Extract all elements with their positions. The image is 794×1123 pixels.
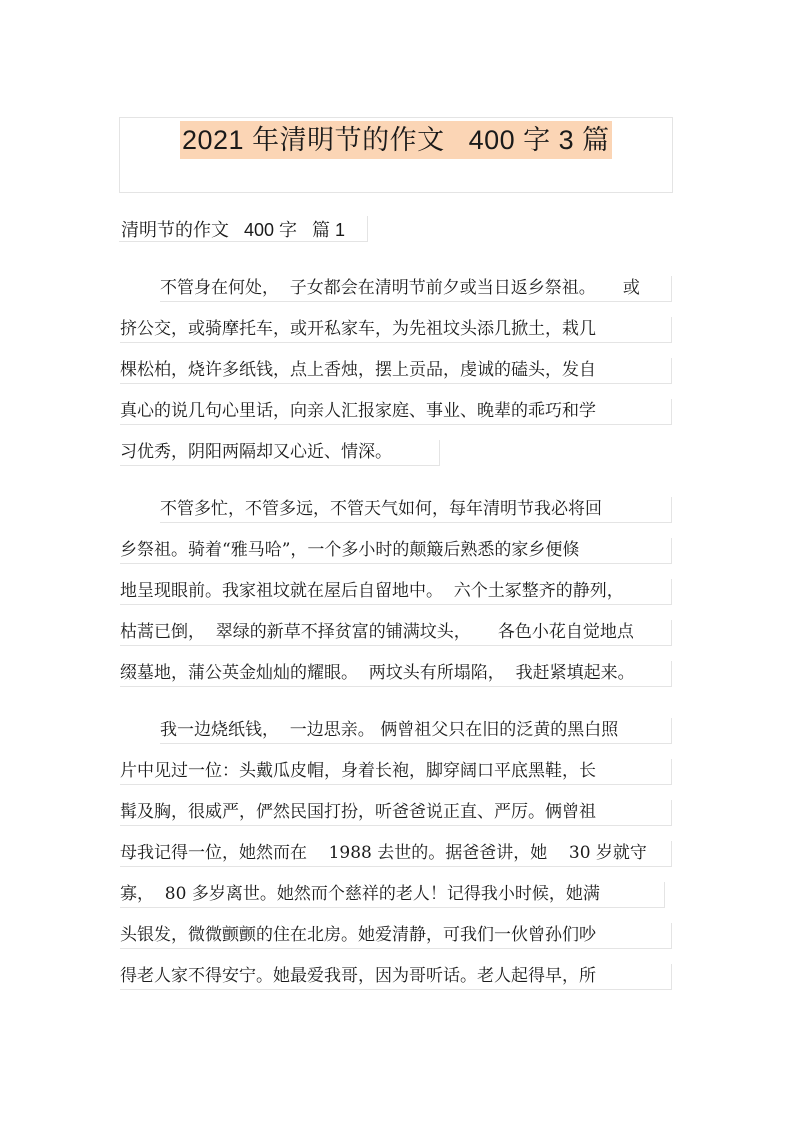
text-line: 不管身在何处， 子女都会在清明节前夕或当日返乡祭祖。 或 <box>160 276 672 302</box>
text-line: 习优秀，阴阳两隔却又心近、情深。 <box>120 440 440 466</box>
text-line: 头银发，微微颤颤的住在北房。她爱清静，可我们一伙曾孙们吵 <box>120 923 672 949</box>
text-line: 我一边烧纸钱， 一边思亲。 俩曾祖父只在旧的泛黄的黑白照 <box>160 718 672 744</box>
text-line: 乡祭祖。骑着“雅马哈”，一个多小时的颠簸后熟悉的家乡便倏 <box>120 538 672 564</box>
text-line: 地呈现眼前。我家祖坟就在屋后自留地中。 六个土冢整齐的静列， <box>120 579 672 605</box>
text-line: 真心的说几句心里话，向亲人汇报家庭、事业、晚辈的乖巧和学 <box>120 399 672 425</box>
text-line: 棵松柏，烧许多纸钱，点上香烛，摆上贡品，虔诚的磕头，发自 <box>120 358 672 384</box>
document-title: 2021 年清明节的作文 400 字 3 篇 <box>180 121 612 159</box>
text-line: 挤公交，或骑摩托车，或开私家车，为先祖坟头添几掀土，栽几 <box>120 317 672 343</box>
text-line: 缀墓地，蒲公英金灿灿的耀眼。 两坟头有所塌陷， 我赶紧填起来。 <box>120 661 672 687</box>
text-line: 髯及胸，很威严，俨然民国打扮，听爸爸说正直、严厉。俩曾祖 <box>120 800 672 826</box>
text-line: 不管多忙，不管多远，不管天气如何，每年清明节我必将回 <box>160 497 672 523</box>
text-line: 寡， 80 多岁离世。她然而个慈祥的老人！记得我小时候，她满 <box>120 882 665 908</box>
text-line: 片中见过一位：头戴瓜皮帽，身着长袍，脚穿阔口平底黑鞋，长 <box>120 759 672 785</box>
section-heading: 清明节的作文 400 字 篇 1 <box>121 220 346 240</box>
text-line: 母我记得一位，她然而在 1988 去世的。据爸爸讲，她 30 岁就守 <box>120 841 672 867</box>
text-line: 枯蒿已倒， 翠绿的新草不择贫富的铺满坟头， 各色小花自觉地点 <box>120 620 672 646</box>
text-line: 得老人家不得安宁。她最爱我哥，因为哥听话。老人起得早，所 <box>120 964 672 990</box>
